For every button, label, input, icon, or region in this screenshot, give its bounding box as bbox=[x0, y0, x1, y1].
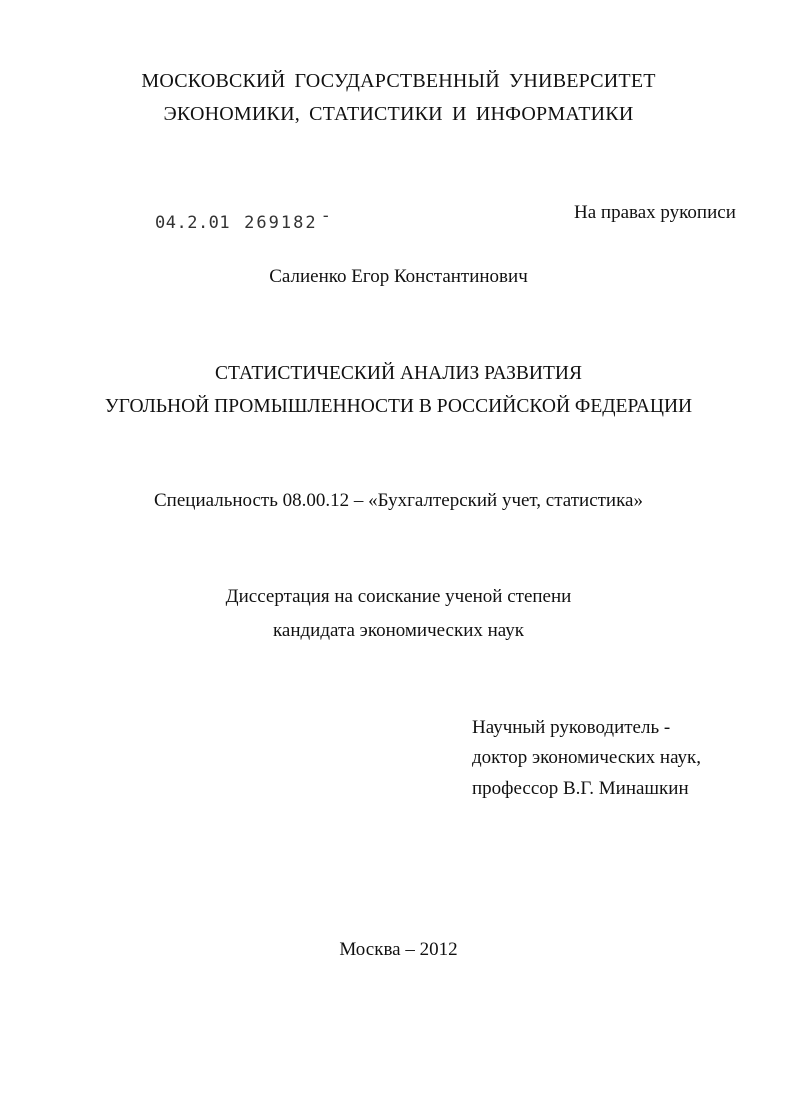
city-year: Москва – 2012 bbox=[339, 939, 458, 960]
stamp-mark: - bbox=[320, 206, 332, 226]
supervisor-line2: доктор экономических наук, bbox=[472, 747, 702, 768]
specialty: Специальность 08.00.12 – «Бухгалтерский учет, статистика» bbox=[154, 490, 643, 511]
degree-line2: кандидата экономических наук bbox=[272, 620, 525, 641]
manuscript-note: На правах рукописи bbox=[574, 202, 736, 223]
dissertation-title-line2: УГОЛЬНОЙ ПРОМЫШЛЕННОСТИ В РОССИЙСКОЙ ФЕДЕРАЦИИ bbox=[104, 396, 693, 417]
dissertation-title-line1: СТАТИСТИЧЕСКИЙ АНАЛИЗ РАЗВИТИЯ bbox=[215, 363, 582, 384]
degree-line1: Диссертация на соискание ученой степени bbox=[225, 586, 572, 607]
university-name-line1: МОСКОВСКИЙ ГОСУДАРСТВЕННЫЙ УНИВЕРСИТЕТ bbox=[141, 70, 656, 92]
stamp-number: 269182 bbox=[244, 213, 318, 233]
library-stamp bbox=[155, 206, 332, 234]
supervisor-line3: профессор В.Г. Минашкин bbox=[472, 778, 689, 799]
supervisor-line1: Научный руководитель - bbox=[472, 717, 671, 738]
university-name-line2: ЭКОНОМИКИ, СТАТИСТИКИ И ИНФОРМАТИКИ bbox=[163, 103, 634, 125]
stamp-code: 04.2.01 bbox=[155, 213, 231, 233]
author-name: Салиенко Егор Константинович bbox=[269, 266, 528, 287]
